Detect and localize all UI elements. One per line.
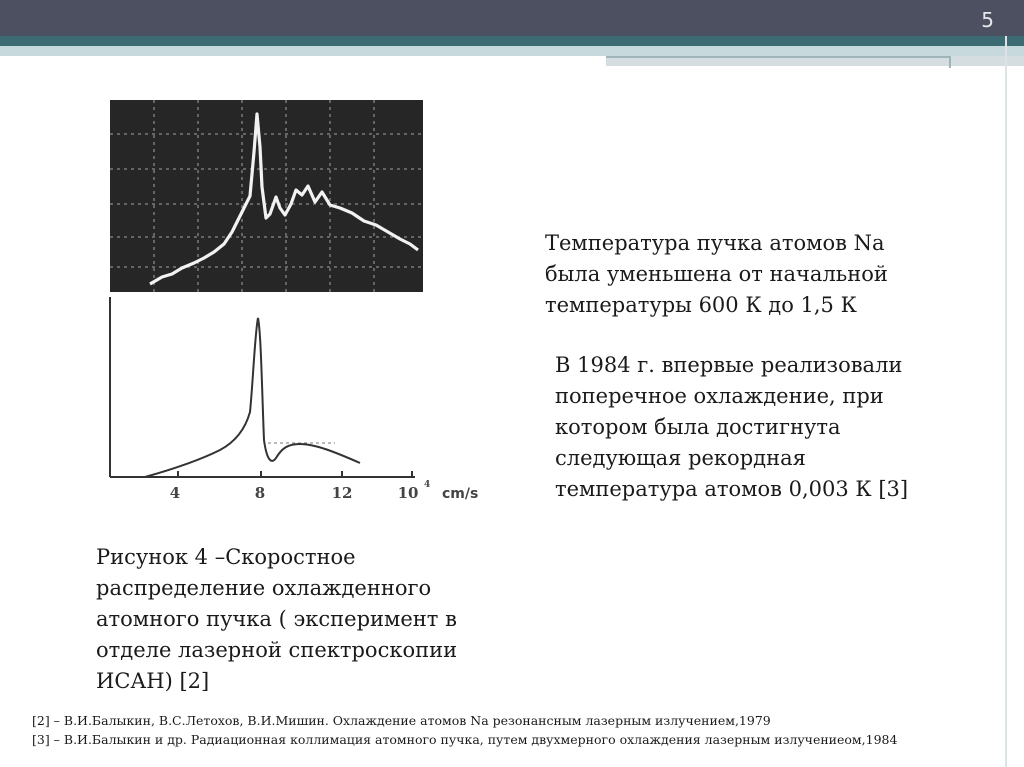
caption-line: распределение охлажденного xyxy=(96,576,432,600)
x-tick-label: 4 xyxy=(169,484,181,502)
reference-item: [3] – В.И.Балыкин и др. Радиационная коллимация атомного пучка, путем двухмерного охлаждения лазерным излучениеом,1984 xyxy=(32,732,898,747)
header-frame-line xyxy=(606,56,951,58)
x-unit-label: cm/s xyxy=(442,486,479,502)
x-exponent: 4 xyxy=(424,480,431,490)
transverse-cooling-text xyxy=(555,350,985,505)
text-line: температура атомов 0,003 К [3] xyxy=(555,477,909,501)
side-border xyxy=(1005,36,1007,767)
x-tick-label: 10 xyxy=(397,484,419,502)
x-tick-label: 12 xyxy=(331,484,353,502)
oscillogram-panel xyxy=(110,100,423,292)
distribution-curve xyxy=(145,318,360,477)
header-stripe-light xyxy=(0,46,1024,56)
temperature-text xyxy=(545,228,965,321)
text-line: поперечное охлаждение, при xyxy=(555,384,884,408)
references xyxy=(32,711,1012,749)
header-bar xyxy=(0,0,1024,36)
x-tick-label: 8 xyxy=(254,484,266,502)
text-line: Температура пучка атомов Na xyxy=(545,231,885,255)
figure-caption xyxy=(96,542,516,697)
text-line: следующая рекордная xyxy=(555,446,806,470)
velocity-distribution-figure xyxy=(90,92,520,512)
text-line: котором была достигнута xyxy=(555,415,841,439)
text-line: температуры 600 К до 1,5 К xyxy=(545,293,857,317)
caption-line: Рисунок 4 –Скоростное xyxy=(96,545,356,569)
caption-line: ИСАН) [2] xyxy=(96,669,210,693)
header-frame-tick xyxy=(949,56,951,68)
caption-line: отделе лазерной спектроскопии xyxy=(96,638,458,662)
text-line: В 1984 г. впервые реализовали xyxy=(555,353,903,377)
page-number: 5 xyxy=(981,8,994,32)
reference-item: [2] – В.И.Балыкин, В.С.Летохов, В.И.Мишин. Охлаждение атомов Na резонансным лазерным излучением,1979 xyxy=(32,713,771,728)
distribution-plot xyxy=(110,297,478,502)
caption-line: атомного пучка ( эксперимент в xyxy=(96,607,457,631)
text-line: была уменьшена от начальной xyxy=(545,262,888,286)
header-stripe xyxy=(0,36,1024,46)
